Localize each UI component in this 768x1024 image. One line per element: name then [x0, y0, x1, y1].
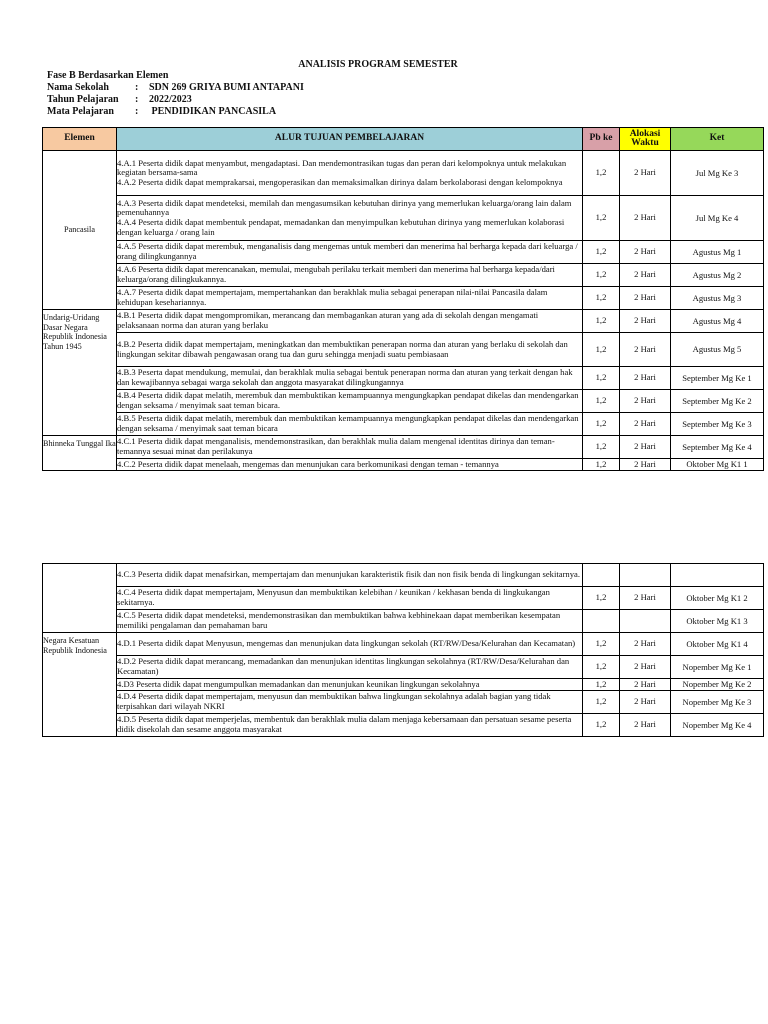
ket-cell: Oktober Mg K1 2 — [671, 587, 764, 610]
alokasi-cell: 2 Hari — [620, 333, 671, 367]
atp-text: 4.A.5 Peserta didik dapat merembuk, menganalisis dang mengemas untuk memberi dan menerima hal berharga kepada dari keluarga / orang dilingkungannya — [117, 241, 578, 261]
table-row — [43, 310, 764, 333]
pb-cell: 1,2 — [583, 264, 620, 287]
table-row — [43, 587, 764, 610]
alokasi-cell — [620, 610, 671, 633]
pb-cell: 1,2 — [583, 656, 620, 679]
table-row — [43, 633, 764, 656]
atp-cell — [117, 196, 583, 241]
atp-cell — [117, 151, 583, 196]
atp-text: 4.D3 Peserta didik dapat mengumpulkan memadankan dan menunjukan keunikan lingkungan sekolahnya — [117, 678, 480, 689]
info-label: Mata Pelajaran — [47, 106, 114, 117]
alokasi-cell: 2 Hari — [620, 714, 671, 737]
elemen-cell: Negara Kesatuan Republik Indonesia — [43, 633, 117, 737]
pb-cell: 1,2 — [583, 587, 620, 610]
alokasi-cell: 2 Hari — [620, 367, 671, 390]
alokasi-cell: 2 Hari — [620, 196, 671, 241]
alokasi-cell — [620, 564, 671, 587]
alokasi-cell: 2 Hari — [620, 151, 671, 196]
info-row-subject — [47, 106, 276, 118]
info-value: PENDIDIKAN PANCASILA — [149, 106, 277, 117]
atp-cell — [117, 436, 583, 459]
table-row — [43, 413, 764, 436]
pb-cell: 1,2 — [583, 333, 620, 367]
table-row — [43, 333, 764, 367]
atp-text: 4.D.2 Peserta didik dapat merancang, memadankan dan menunjukan identitas lingkungan sekolahnya (RT/RW/Desa/Kelurahan dan Kecamatan) — [117, 656, 570, 676]
ket-cell: Agustus Mg 1 — [671, 241, 764, 264]
alokasi-cell: 2 Hari — [620, 241, 671, 264]
pb-cell: 1,2 — [583, 679, 620, 691]
atp-cell — [117, 310, 583, 333]
alokasi-cell: 2 Hari — [620, 459, 671, 471]
pb-cell: 1,2 — [583, 390, 620, 413]
atp-text: 4.A.6 Peserta didik dapat merencanakan, memulai, mengubah perilaku terkait memberi dan menerima hal berharga kepada/dari keluarga/orang dilingkukannya. — [117, 264, 555, 284]
ket-cell: Agustus Mg 2 — [671, 264, 764, 287]
info-label: Tahun Pelajaran — [47, 94, 119, 105]
info-colon: : — [135, 82, 139, 93]
atp-cell — [117, 390, 583, 413]
semester-plan-table-continued — [42, 563, 764, 737]
alokasi-cell: 2 Hari — [620, 310, 671, 333]
info-row-year — [47, 94, 192, 106]
elemen-cell: Pancasila — [43, 151, 117, 310]
ket-cell: Oktober Mg K1 4 — [671, 633, 764, 656]
pb-cell — [583, 610, 620, 633]
atp-cell — [117, 587, 583, 610]
elemen-cell: Undarig-Uridang Dasar Negara Republik Indonesia Tahun 1945 — [43, 310, 117, 436]
alokasi-cell: 2 Hari — [620, 264, 671, 287]
table-row — [43, 714, 764, 737]
info-value: 2022/2023 — [149, 94, 192, 105]
atp-text: 4.A.4 Peserta didik dapat membentuk pendapat, memadankan dan menyimpulkan kebutuhan dirinya yang memerlukan kolaborasi dengan keluarga / orang lain — [117, 217, 565, 237]
semester-plan-table — [42, 127, 764, 471]
ket-cell: Jul Mg Ke 4 — [671, 196, 764, 241]
alokasi-cell: 2 Hari — [620, 691, 671, 714]
table-row — [43, 264, 764, 287]
pb-cell: 1,2 — [583, 413, 620, 436]
alokasi-cell: 2 Hari — [620, 587, 671, 610]
pb-cell: 1,2 — [583, 459, 620, 471]
atp-cell — [117, 264, 583, 287]
pb-cell: 1,2 — [583, 714, 620, 737]
table-header-row — [43, 128, 764, 151]
table-row — [43, 287, 764, 310]
atp-cell — [117, 656, 583, 679]
pb-cell: 1,2 — [583, 241, 620, 264]
alokasi-cell: 2 Hari — [620, 436, 671, 459]
atp-text: 4.B.2 Peserta didik dapat mempertajam, meningkatkan dan membuktikan penerapan norma dan aturan yang berlaku di sekolah dan lingkungan sekitar dibawah pengawasan orang tua dan guru sehingga menjadi suatu pembiasaan — [117, 338, 568, 359]
alokasi-cell: 2 Hari — [620, 679, 671, 691]
alokasi-cell: 2 Hari — [620, 390, 671, 413]
table-row — [43, 436, 764, 459]
alokasi-cell: 2 Hari — [620, 633, 671, 656]
info-colon: : — [135, 106, 139, 117]
header-alokasi: Alokasi Waktu — [620, 128, 671, 151]
header-ket: Ket — [671, 128, 764, 151]
atp-text: 4.B.3 Peserta dapat mendukung, memulai, dan berakhlak mulia sebagai bentuk penerapan norma dan aturan yang terkait dengan hak dan kewajibannya sebagai warga sekolah dan anggota masyarakat dilingkungannya — [117, 367, 573, 387]
table-row — [43, 679, 764, 691]
atp-cell — [117, 679, 583, 691]
elemen-cell — [43, 564, 117, 633]
atp-cell — [117, 287, 583, 310]
pb-cell: 1,2 — [583, 633, 620, 656]
table-row — [43, 151, 764, 196]
atp-text: 4.A.1 Peserta didik dapat menyambut, mengadaptasi. Dan mendemontrasikan tugas dan peran dari kelompoknya untuk melakukan kegiatan bersama-sama — [117, 157, 567, 178]
ket-cell: Agustus Mg 4 — [671, 310, 764, 333]
table-row — [43, 564, 764, 587]
atp-text: 4.C.3 Peserta didik dapat menafsirkan, mempertajam dan menunjukan karakteristik fisik dan non fisik benda di lingkungan sekitarnya. — [117, 569, 580, 580]
ket-cell: Agustus Mg 5 — [671, 333, 764, 367]
pb-cell: 1,2 — [583, 367, 620, 390]
table-row — [43, 196, 764, 241]
atp-cell — [117, 691, 583, 714]
atp-text: 4.C.1 Peserta didik dapat menganalisis, mendemonstrasikan, dan berakhlak mulia dalam mengenal identitas dirinya dan teman-temannya sesuai minat dan perilakunya — [117, 436, 555, 456]
table-row — [43, 459, 764, 471]
ket-cell — [671, 564, 764, 587]
pb-cell: 1,2 — [583, 691, 620, 714]
atp-text: 4.D.1 Peserta didik dapat Menyusun, mengemas dan menunjukan data lingkungan sekolah (RT/RW/Desa/Kelurahan dan Kecamatan) — [117, 638, 576, 649]
ket-cell: September Mg Ke 1 — [671, 367, 764, 390]
table-row — [43, 656, 764, 679]
table-row — [43, 367, 764, 390]
pb-cell: 1,2 — [583, 310, 620, 333]
table-row — [43, 691, 764, 714]
atp-text: 4.C.5 Peserta didik dapat mendeteksi, mendemonstrasikan dan membuktikan bahwa kebhinekaan dapat memberikan kesempatan memiliki pengalaman dan pemahaman baru — [117, 610, 561, 630]
pb-cell: 1,2 — [583, 151, 620, 196]
atp-text: 4.B.5 Peserta didik dapat melatih, merembuk dan membuktikan kemampuannya mengungkapkan pendapat dikelas dan mendengarkan dengan seksama / menyimak saat teman bicara — [117, 413, 579, 433]
atp-cell — [117, 564, 583, 587]
ket-cell: Oktober Mg K1 1 — [671, 459, 764, 471]
ket-cell: Oktober Mg K1 3 — [671, 610, 764, 633]
info-label: Nama Sekolah — [47, 82, 109, 93]
atp-text: 4.D.4 Peserta didik dapat mempertajam, menyusun dan membuktikan bahwa lingkungan sekolahnya adalah bagian yang tidak terpisahkan dari wilayah NKRI — [117, 691, 551, 711]
atp-cell — [117, 610, 583, 633]
alokasi-cell: 2 Hari — [620, 656, 671, 679]
alokasi-cell: 2 Hari — [620, 287, 671, 310]
atp-cell — [117, 367, 583, 390]
document-title: ANALISIS PROGRAM SEMESTER — [298, 59, 458, 70]
table-row — [43, 610, 764, 633]
ket-cell: Nopember Mg Ke 2 — [671, 679, 764, 691]
table-row — [43, 390, 764, 413]
info-value: SDN 269 GRIYA BUMI ANTAPANI — [149, 82, 304, 93]
atp-cell — [117, 333, 583, 367]
fase-heading: Fase B Berdasarkan Elemen — [47, 70, 169, 81]
ket-cell: Agustus Mg 3 — [671, 287, 764, 310]
atp-text: 4.C.4 Peserta didik dapat mempertajam, Menyusun dan membuktikan kelebihan / keunikan / kekhasan benda di lingkukangan sekitarnya. — [117, 587, 550, 607]
header-elemen: Elemen — [43, 128, 117, 151]
header-pb: Pb ke — [583, 128, 620, 151]
alokasi-cell: 2 Hari — [620, 413, 671, 436]
atp-text: 4.D.5 Peserta didik dapat memperjelas, membentuk dan berakhlak mulia dalam menjaga kebersamaan dan persatuan sesame peserta didik disekolah dan sesame anggota masyarakat — [117, 714, 572, 734]
ket-cell: September Mg Ke 2 — [671, 390, 764, 413]
pb-cell: 1,2 — [583, 287, 620, 310]
ket-cell: Nopember Mg Ke 4 — [671, 714, 764, 737]
pb-cell: 1,2 — [583, 196, 620, 241]
atp-cell — [117, 241, 583, 264]
header-alur: ALUR TUJUAN PEMBELAJARAN — [117, 128, 583, 151]
ket-cell: Jul Mg Ke 3 — [671, 151, 764, 196]
info-colon: : — [135, 94, 139, 105]
ket-cell: Nopember Mg Ke 3 — [671, 691, 764, 714]
ket-cell: Nopember Mg Ke 1 — [671, 656, 764, 679]
atp-cell — [117, 714, 583, 737]
pb-cell: 1,2 — [583, 436, 620, 459]
pb-cell — [583, 564, 620, 587]
atp-text: 4.A.2 Peserta didik dapat memprakarsai, mengoperasikan dan memaksimalkan dirinya dalam berkolaborasi dengan kelompoknya — [117, 176, 563, 187]
atp-cell — [117, 459, 583, 471]
ket-cell: September Mg Ke 4 — [671, 436, 764, 459]
info-row-school — [47, 82, 304, 94]
elemen-cell: Bhinneka Tunggal Ika — [43, 436, 117, 471]
atp-text: 4.A.7 Peserta didik dapat mempertajam, mempertahankan dan berakhlak mulia sebagai penerapan nilai-nilai Pancasila dalam kehidupan kesehariannya. — [117, 287, 548, 307]
atp-text: 4.B.1 Peserta didik dapat mengompromikan, merancang dan membagankan aturan yang ada di sekolah dengan mengamati pelaksanaan norma dan aturan yang berlaku — [117, 310, 539, 330]
atp-text: 4.A.3 Peserta didik dapat mendeteksi, memilah dan mengasumsikan kebutuhan dirinya yang memerlukan keluarga/orang lain dalam pemenuhannya — [117, 197, 572, 218]
ket-cell: September Mg Ke 3 — [671, 413, 764, 436]
atp-cell — [117, 413, 583, 436]
atp-text: 4.C.2 Peserta didik dapat menelaah, mengemas dan menunjukan cara berkomunikasi dengan teman - temannya — [117, 458, 499, 469]
atp-cell — [117, 633, 583, 656]
table-row — [43, 241, 764, 264]
atp-text: 4.B.4 Peserta didik dapat melatih, merembuk dan membuktikan kemampuannya mengungkapkan pendapat dikelas dan mendengarkan dengan seksama / menyimak saat teman bicara. — [117, 390, 579, 410]
